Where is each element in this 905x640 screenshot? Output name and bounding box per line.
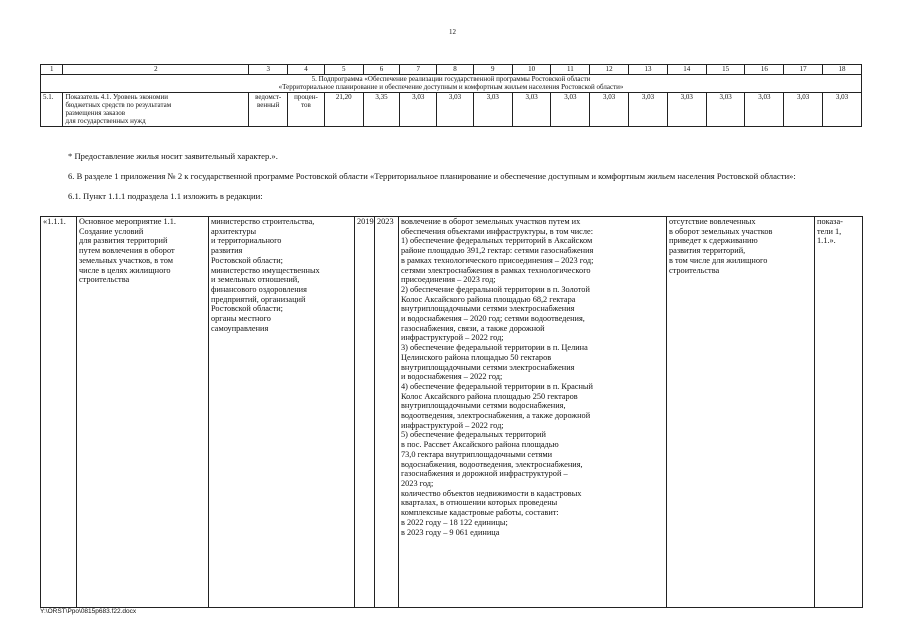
column-number: 18 (823, 65, 862, 75)
text-line: районе площадью 391,2 гектар: сетями газоснабжения (401, 246, 594, 256)
column-number: 6 (363, 65, 400, 75)
text-line: предприятий, организаций (211, 294, 306, 304)
text-line: водоснабжения, водоотведения, электроснабжения, (401, 459, 583, 469)
text-line: внутриплощадочными сетями электроснабжения (401, 304, 575, 314)
measures-table (40, 216, 863, 608)
text-line: Колос Аксайского района площадью 250 гектаров (401, 391, 578, 401)
text-line: самоуправления (211, 323, 269, 333)
column-number: 9 (473, 65, 512, 75)
text-line: строительства (669, 265, 720, 275)
file-path-footer: Y:\ORST\Ppo\0815p683.f22.docx (40, 608, 137, 615)
text-line: комплексные кадастровые работы, составит: (401, 508, 559, 518)
page-number: 12 (449, 28, 456, 36)
text-line: водоотведения, электроснабжения, а также дорожной (401, 411, 591, 421)
text-line: числе в целях жилищного (79, 265, 171, 275)
column-number: 15 (706, 65, 745, 75)
text-line: в рамках технологического присоединения – 2023 год; (401, 255, 594, 265)
text-line: в том числе для жилищного (669, 255, 768, 265)
text-line: в оборот земельных участков (669, 226, 773, 236)
table-row (41, 217, 863, 608)
text-line: 3) обеспечение федеральной территории в п. Целина (401, 343, 588, 353)
measure-name (77, 217, 209, 608)
text-line: Создание условий (79, 226, 144, 236)
indicator-value: 3,03 (590, 92, 629, 126)
measure-executors (209, 217, 355, 608)
text-line: финансового оздоровления (211, 284, 307, 294)
indicator-value: 21,20 (324, 92, 363, 126)
expected-result (399, 217, 667, 608)
text-line: Ростовской области; (211, 255, 283, 265)
column-number: 4 (288, 65, 325, 75)
text-line: инфраструктурой – 2022 год; (401, 333, 504, 343)
text-line: Колос Аксайского района площадью 68,2 гектара (401, 294, 576, 304)
text-line: инфраструктурой – 2022 год; (401, 420, 504, 430)
text-line: присоединения – 2023 год; (401, 275, 496, 285)
header-row (41, 65, 862, 75)
text-line: и водоснабжения – 2022 год; (401, 372, 503, 382)
text-line: в пос. Рассвет Аксайского района площадью (401, 440, 559, 450)
text-line: газоснабжения, связи, а также дорожной (401, 323, 545, 333)
row-number: 5.1. (41, 92, 63, 126)
text-line: развития территорий, (669, 246, 746, 256)
text-line: архитектуры (211, 226, 257, 236)
indicator-value: 3,03 (400, 92, 437, 126)
column-number: 12 (590, 65, 629, 75)
text-line: для развития территорий (79, 236, 168, 246)
indicator-link (815, 217, 863, 608)
text-line: 1.1.». (817, 236, 836, 246)
indicator-value: 3,03 (667, 92, 706, 126)
column-number: 16 (745, 65, 784, 75)
column-number: 10 (512, 65, 551, 75)
text-line: обеспечения объектами инфраструктуры, в том числе: (401, 226, 593, 236)
indicator-type: ведомст- венный (249, 92, 288, 126)
text-line: министерство строительства, (211, 217, 315, 226)
column-number: 1 (41, 65, 63, 75)
column-number: 5 (324, 65, 363, 75)
text-line: внутриплощадочными сетями водоснабжения, (401, 401, 566, 411)
paragraph-6-1: 6.1. Пункт 1.1.1 подраздела 1.1 изложить в редакции: (68, 191, 263, 201)
text-line: вовлечение в оборот земельных участков путем их (401, 217, 581, 226)
indicator-name: Показатель 4.1. Уровень экономии бюджетных средств по результатам размещения заказов для государственных нужд (63, 92, 249, 126)
text-line: 2023 год; (401, 478, 434, 488)
text-line: 73,0 гектара внутриплощадочными сетями (401, 449, 553, 459)
column-number: 2 (63, 65, 249, 75)
subprogram-row (41, 75, 862, 93)
indicator-value: 3,03 (823, 92, 862, 126)
text-line: министерство имущественных (211, 265, 320, 275)
text-line: и земельных отношений, (211, 275, 300, 285)
text-line: 1) обеспечение федеральных территорий в Аксайском (401, 236, 593, 246)
indicator-value: 3,03 (473, 92, 512, 126)
indicator-value: 3,03 (551, 92, 590, 126)
text-line: тели 1, (817, 226, 842, 236)
indicator-value: 3,03 (437, 92, 474, 126)
indicator-value: 3,03 (629, 92, 668, 126)
table-row (41, 92, 862, 126)
column-number: 11 (551, 65, 590, 75)
text-line: приведет к сдерживанию (669, 236, 758, 246)
text-line: количество объектов недвижимости в кадастровых (401, 488, 582, 498)
indicators-table (40, 64, 862, 127)
footnote: * Предоставление жилья носит заявительный характер.». (68, 151, 278, 161)
text-line: и водоснабжения – 2020 год; сетями водоотведения, (401, 314, 585, 324)
measure-number: «1.1.1. (41, 217, 77, 608)
text-line: в 2023 году – 9 061 единица (401, 527, 500, 537)
text-line: строительства (79, 275, 130, 285)
text-line: показа- (817, 217, 843, 226)
paragraph-6: 6. В разделе 1 приложения № 2 к государственной программе Ростовской области «Территориальное планирование и обеспечение доступным и комфортным жильем населения Ростовской области»: (68, 171, 796, 181)
end-year: 2023 (375, 217, 399, 608)
text-line: в 2022 году – 18 122 единицы; (401, 517, 508, 527)
text-line: Целинского района площадью 50 гектаров (401, 352, 552, 362)
column-number: 7 (400, 65, 437, 75)
text-line: кварталах, в отношении которых проведены (401, 498, 558, 508)
indicator-value: 3,03 (512, 92, 551, 126)
text-line: 4) обеспечение федеральной территории в п. Красный (401, 381, 593, 391)
text-line: внутриплощадочными сетями электроснабжения (401, 362, 575, 372)
column-number: 17 (784, 65, 823, 75)
text-line: земельных участков, в том (79, 255, 173, 265)
text-line: газоснабжения и дорожной инфраструктурой – (401, 469, 568, 479)
indicator-unit: процен- тов (288, 92, 325, 126)
text-line: отсутствие вовлеченных (669, 217, 756, 226)
text-line: 5) обеспечение федеральных территорий (401, 430, 546, 440)
non-implementation-consequences (667, 217, 815, 608)
text-line: 2) обеспечение федеральной территории в п. Золотой (401, 284, 590, 294)
start-year: 2019 (355, 217, 375, 608)
subprogram-title: 5. Подпрограмма «Обеспечение реализации государственной программы Ростовской области «Территориальное планирование и обеспечение доступным и комфортным жильем населения Ростовской области» (41, 75, 862, 93)
text-line: органы местного (211, 314, 271, 324)
indicator-value: 3,03 (745, 92, 784, 126)
indicator-value: 3,03 (706, 92, 745, 126)
text-line: путем вовлечения в оборот (79, 246, 175, 256)
text-line: Ростовской области; (211, 304, 283, 314)
column-number: 13 (629, 65, 668, 75)
text-line: развития (211, 246, 243, 256)
text-line: сетями электроснабжения в рамках технологического (401, 265, 591, 275)
indicator-value: 3,35 (363, 92, 400, 126)
column-number: 8 (437, 65, 474, 75)
indicator-value: 3,03 (784, 92, 823, 126)
text-line: и территориального (211, 236, 282, 246)
text-line: Основное мероприятие 1.1. (79, 217, 176, 226)
column-number: 14 (667, 65, 706, 75)
column-number: 3 (249, 65, 288, 75)
